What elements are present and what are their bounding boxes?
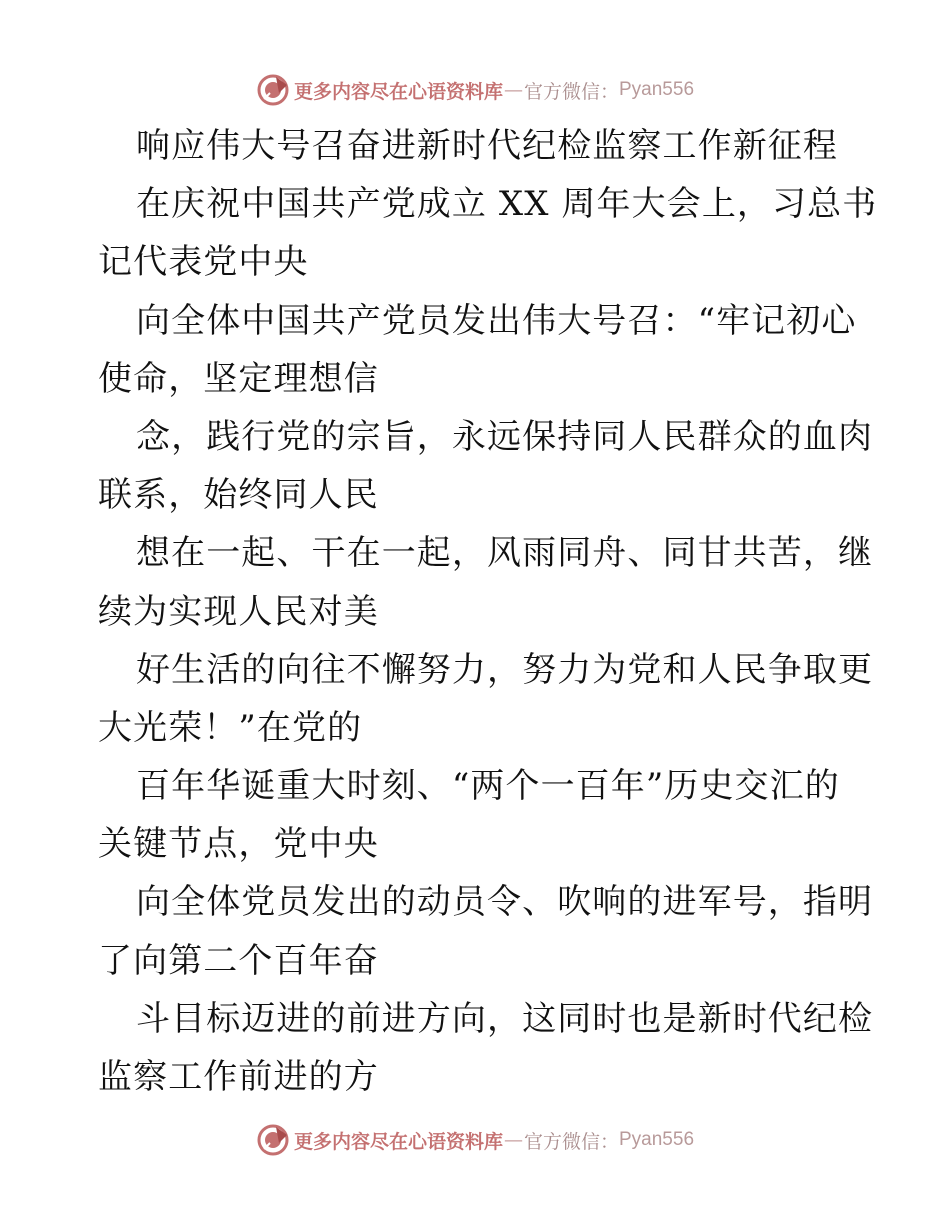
quill-pen-logo-icon bbox=[256, 73, 290, 107]
watermark-wechat-label: 官方微信： bbox=[523, 1130, 619, 1153]
text-line: 使命，坚定理想信 bbox=[98, 358, 379, 399]
watermark-separator: — bbox=[503, 1129, 523, 1151]
text-line: 百年华诞重大时刻、“两个一百年”历史交汇的 bbox=[136, 766, 840, 807]
header-watermark bbox=[0, 70, 950, 110]
text-line: 好生活的向往不懈努力，努力为党和人民争取更 bbox=[136, 649, 874, 690]
footer-watermark bbox=[0, 1120, 950, 1160]
text-line: 向全体党员发出的动员令、吹响的进军号，指明 bbox=[136, 882, 874, 923]
quill-pen-logo-icon bbox=[256, 1123, 290, 1157]
document-title: 响应伟大号召奋进新时代纪检监察工作新征程 bbox=[136, 126, 838, 166]
text-line: 大光荣！”在党的 bbox=[98, 707, 363, 748]
text-line: 续为实现人民对美 bbox=[98, 591, 379, 632]
watermark-wechat-id: Pyan556 bbox=[619, 1129, 695, 1150]
watermark-separator: — bbox=[503, 79, 523, 101]
text-line: 向全体中国共产党员发出伟大号召：“牢记初心 bbox=[136, 300, 857, 341]
text-line: 联系，始终同人民 bbox=[98, 475, 379, 516]
text-line: 关键节点，党中央 bbox=[98, 824, 379, 865]
document-body bbox=[98, 117, 878, 1106]
text-line: 斗目标迈进的前进方向，这同时也是新时代纪检 bbox=[136, 998, 874, 1039]
watermark-wechat-id: Pyan556 bbox=[619, 79, 695, 100]
watermark-promo-text: 更多内容尽在心语资料库 bbox=[293, 80, 503, 103]
text-line: 念，践行党的宗旨，永远保持同人民群众的血肉 bbox=[136, 416, 874, 457]
text-line: 想在一起、干在一起，风雨同舟、同甘共苦，继 bbox=[136, 533, 874, 574]
text-line: 记代表党中央 bbox=[98, 242, 309, 283]
text-line: 在庆祝中国共产党成立 XX 周年大会上，习总书 bbox=[136, 184, 878, 225]
text-line: 监察工作前进的方 bbox=[98, 1057, 379, 1097]
text-line: 了向第二个百年奋 bbox=[98, 940, 379, 981]
watermark-promo-text: 更多内容尽在心语资料库 bbox=[293, 1130, 503, 1153]
watermark-wechat-label: 官方微信： bbox=[523, 80, 619, 103]
